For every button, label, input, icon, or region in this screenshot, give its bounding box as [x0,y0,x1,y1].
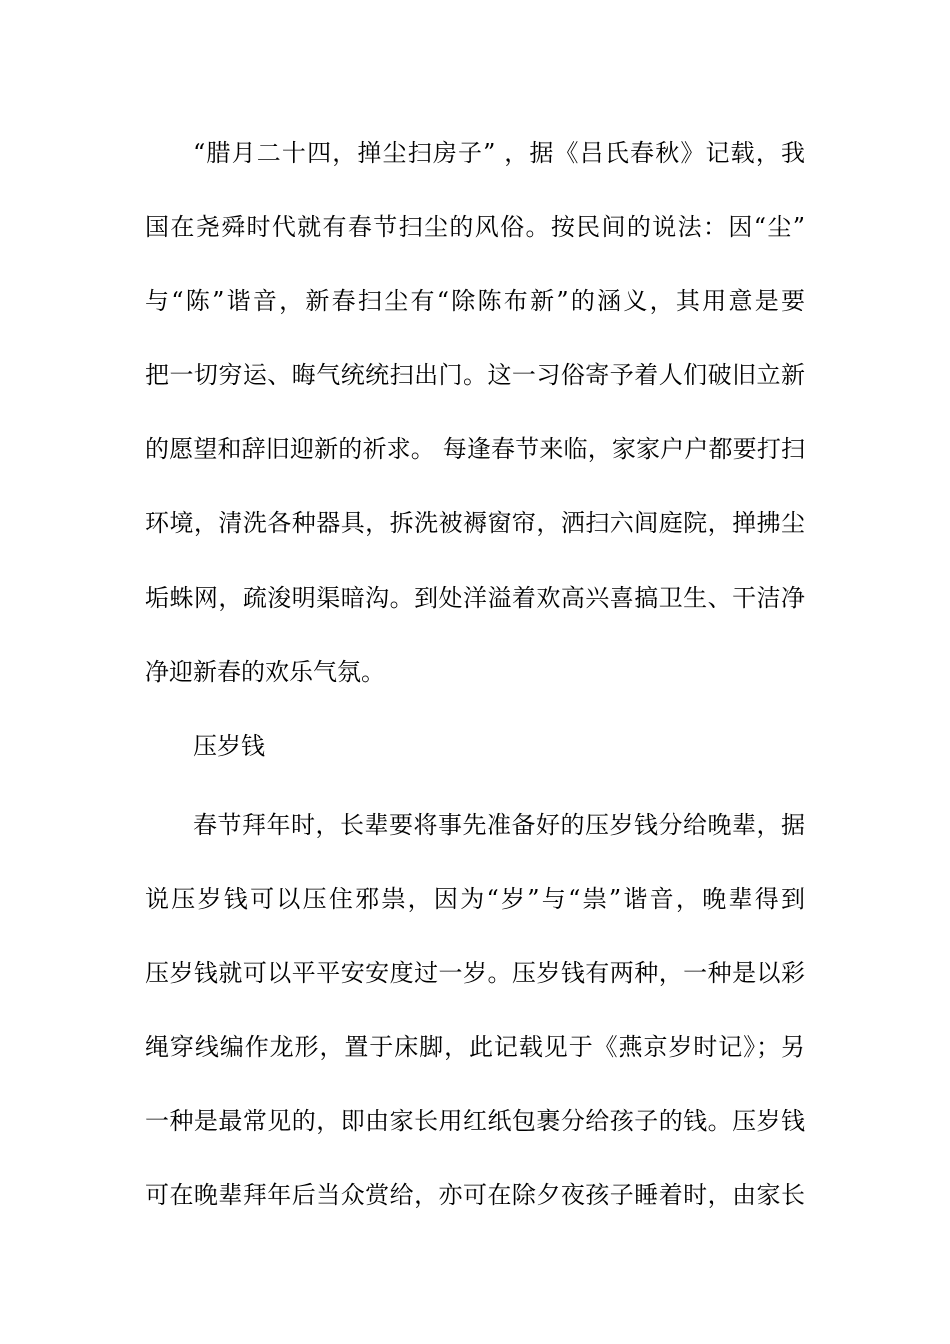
paragraph-1-line-1: “腊月二十四，掸尘扫房子” ，据《吕氏春秋》记载，我 [193,139,805,167]
paragraph-2-line-3: 压岁钱就可以平平安安度过一岁。压岁钱有两种，一种是以彩 [145,959,805,987]
paragraph-1-line-2: 国在尧舜时代就有春节扫尘的风俗。按民间的说法：因“尘” [145,213,805,241]
paragraph-1-line-6: 环境，清洗各种器具，拆洗被褥窗帘，洒扫六闾庭院，掸拂尘 [145,509,805,537]
paragraph-2-line-5: 一种是最常见的，即由家长用红纸包裹分给孩子的钱。压岁钱 [145,1107,805,1135]
paragraph-1-line-7: 垢蛛网，疏浚明渠暗沟。到处洋溢着欢高兴喜搞卫生、干洁净 [145,584,805,612]
paragraph-1-line-8: 净迎新春的欢乐气氛。 [145,658,385,686]
paragraph-1-line-3: 与“陈”谐音，新春扫尘有“除陈布新”的涵义，其用意是要 [145,287,805,315]
section-heading: 压岁钱 [193,732,265,760]
paragraph-2-line-4: 绳穿线编作龙形，置于床脚，此记载见于《燕京岁时记》；另 [145,1033,805,1061]
paragraph-1-line-4: 把一切穷运、晦气统统扫出门。这一习俗寄予着人们破旧立新 [145,361,805,389]
paragraph-2-line-1: 春节拜年时，长辈要将事先准备好的压岁钱分给晚辈，据 [193,811,805,839]
paragraph-2-line-6: 可在晚辈拜年后当众赏给，亦可在除夕夜孩子睡着时，由家长 [145,1181,805,1209]
paragraph-2-line-2: 说压岁钱可以压住邪祟，因为“岁”与“祟”谐音，晚辈得到 [145,885,805,913]
paragraph-1-line-5: 的愿望和辞旧迎新的祈求。 每逢春节来临，家家户户都要打扫 [145,435,805,463]
